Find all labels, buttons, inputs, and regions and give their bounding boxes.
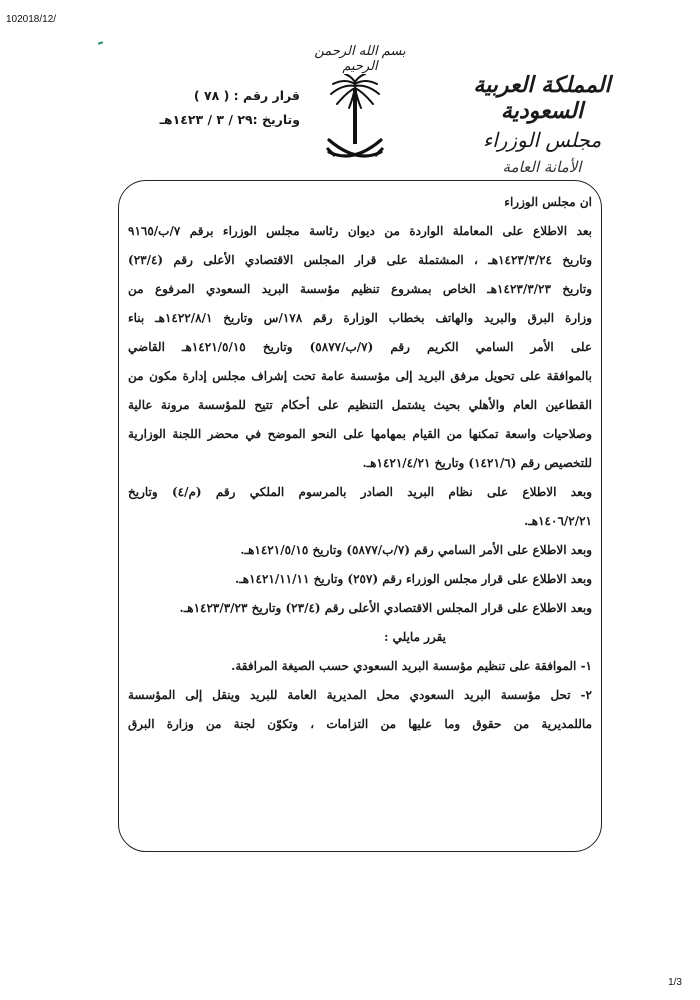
preamble-line: بعد الاطلاع على المعاملة الواردة من ديوان رئاسة مجلس الوزراء برقم ٧/ب/٩١٦٥ [128, 224, 592, 238]
preamble-line: على الأمر السامي الكريم رقم (٧/ب/٥٨٧٧) وتاريخ ١٤٢١/٥/١٥هـ القاضي [128, 340, 592, 354]
resolution-item-1: ١- الموافقة على تنظيم مؤسسة البريد السعودي حسب الصيغة المرافقة. [231, 659, 592, 673]
resolution-item-2: ٢- تحل مؤسسة البريد السعودي محل المديرية العامة للبريد وينقل إلى المؤسسة [128, 688, 592, 702]
decision-number: قرار رقم : ( ٧٨ ) [193, 88, 300, 103]
decision-reference [150, 84, 300, 132]
council-name: مجلس الوزراء [482, 128, 602, 152]
preamble-line: للتخصيص رقم (١٤٢١/٦) وتاريخ ١٤٢١/٤/٢١هـ. [362, 456, 592, 470]
opening-line: ان مجلس الوزراء [504, 195, 592, 209]
decision-body [128, 188, 592, 739]
preamble-line: بالموافقة على تحويل مرفق البريد إلى مؤسسة عامة تحت إشراف مجلس إدارة مكون من [128, 369, 592, 383]
palm-swords-emblem-icon [323, 74, 387, 170]
print-date-stamp: 102018/12/ [6, 14, 57, 25]
preamble-line: وتاريخ ١٤٢٣/٣/٢٤هـ ، المشتملة على قرار المجلس الاقتصادي الأعلى رقم (٢٣/٤) [128, 253, 592, 267]
preamble-line: وصلاحيات واسعة تمكنها من القيام بمهامها على النحو الموضح في محضر اللجنة الوزارية [128, 427, 592, 441]
postal-law-line: وبعد الاطلاع على نظام البريد الصادر بالمرسوم الملكي رقم (م/٤) وتاريخ [128, 485, 592, 499]
basmala: بسم الله الرحمن الرحيم [314, 44, 406, 74]
issuer-block [452, 72, 632, 176]
resolution-item-2: ماللمديرية من حقوق وما عليها من التزامات ، وتكوّن لجنة من وزارة البرق [128, 717, 592, 731]
royal-order-reference: وبعد الاطلاع على الأمر السامي رقم (٧/ب/٥٨٧٧) وتاريخ ١٤٢١/٥/١٥هـ. [240, 543, 592, 557]
scan-mark [98, 41, 103, 45]
council-decision-reference: وبعد الاطلاع على قرار مجلس الوزراء رقم (٢٥٧) وتاريخ ١٤٢١/١١/١١هـ. [235, 572, 592, 586]
postal-law-line: ١٤٠٦/٢/٢١هـ. [524, 514, 592, 528]
secretariat-name: الأمانة العامة [502, 158, 582, 176]
resolves-heading: يقرر مايلي : [383, 630, 446, 644]
preamble-line: وزارة البرق والبريد والهاتف بخطاب الوزارة رقم ١٧٨/س وتاريخ ١٤٢٢/٨/١هـ بناء [128, 311, 592, 325]
economic-council-reference: وبعد الاطلاع على قرار المجلس الاقتصادي الأعلى رقم (٢٣/٤) وتاريخ ١٤٢٣/٣/٢٣هـ. [179, 601, 592, 615]
preamble-line: وتاريخ ١٤٢٣/٣/٢٣هـ الخاص بمشروع تنظيم مؤسسة البريد السعودي المرفوع من [128, 282, 592, 296]
preamble-line: القطاعين العام والأهلي بحيث يشتمل التنظيم على أحكام تتيح للمؤسسة مرونة عالية [128, 398, 592, 412]
decision-date: وتاريخ :٢٩ / ٣ / ١٤٢٣هـ [159, 112, 300, 127]
page-number: 1/3 [668, 977, 682, 988]
kingdom-name: المملكة العربية السعودية [473, 72, 611, 124]
